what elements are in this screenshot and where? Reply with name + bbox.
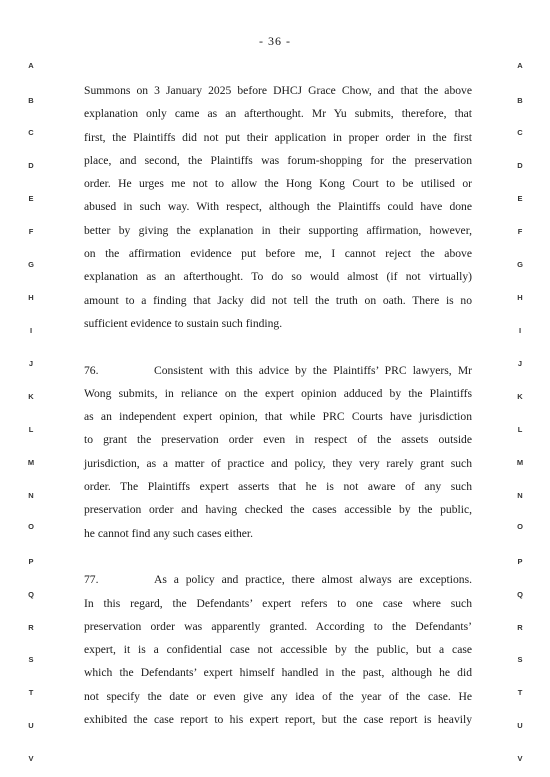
text-line: abused in such way. With respect, although the Plaintiffs could have done (84, 200, 472, 214)
text-line: Wong submits, in reliance on the expert opinion adduced by the Plaintiffs (84, 386, 472, 400)
margin-letter-u: U (517, 721, 523, 730)
margin-letter-o: O (28, 522, 34, 531)
margin-letter-d: D (28, 161, 34, 170)
margin-letter-r: R (517, 623, 523, 632)
text-line: Summons on 3 January 2025 before DHCJ Grace Chow, and that the above (84, 84, 472, 97)
margin-letter-g: G (28, 260, 34, 269)
page-number: - 36 - (259, 34, 291, 48)
margin-letter-u: U (28, 721, 34, 730)
margin-letter-r: R (28, 623, 34, 632)
margin-letter-b: B (28, 96, 34, 105)
text-line: order. The Plaintiffs expert asserts that he is not aware of any such (84, 480, 472, 494)
paragraph-continued (84, 79, 472, 335)
text-line: sufficient evidence to sustain such finding. (84, 316, 283, 330)
margin-letter-e: E (517, 194, 523, 203)
margin-letter-f: F (28, 227, 34, 236)
margin-letter-l: L (28, 425, 34, 434)
margin-letter-i: I (29, 326, 33, 335)
text-line: In this regard, the Defendants’ expert refers to one case where such (84, 596, 472, 610)
margin-letter-d: D (517, 161, 523, 170)
margin-letter-f: F (517, 227, 523, 236)
margin-letter-p: P (28, 557, 34, 566)
text-line-first (84, 359, 472, 382)
margin-letter-g: G (517, 260, 523, 269)
margin-letter-n: N (517, 491, 523, 500)
text-line: on the affirmation evidence put before me, I cannot reject the above (84, 247, 472, 261)
text-line: exhibited the case report to his expert report, but the case report is heavily (84, 713, 472, 727)
margin-letter-j: J (28, 359, 34, 368)
text-line: first, the Plaintiffs did not put their application in proper order in the first (84, 130, 472, 144)
margin-letter-a: A (28, 61, 34, 70)
margin-letter-l: L (517, 425, 523, 434)
paragraph-number: 76. (84, 363, 99, 377)
margin-letter-s: S (28, 655, 34, 664)
margin-letter-b: B (517, 96, 523, 105)
paragraph-gap (84, 335, 472, 358)
right-margin-letters (514, 0, 534, 777)
left-margin-letters (25, 0, 45, 777)
margin-letter-p: P (517, 557, 523, 566)
text-line: order. He urges me not to allow the Hong Kong Court to be utilised or (84, 177, 472, 191)
margin-letter-v: V (517, 754, 523, 763)
text-line: preservation order was apparently granted. According to the Defendants’ (84, 619, 472, 633)
margin-letter-m: M (27, 458, 35, 467)
margin-letter-t: T (517, 688, 523, 697)
margin-letter-j: J (517, 359, 523, 368)
margin-letter-m: M (516, 458, 524, 467)
judgment-body (84, 79, 472, 731)
margin-letter-c: C (517, 128, 523, 137)
paragraph-number: 77. (84, 573, 99, 587)
text-line: which the Defendants’ expert himself handled in the past, although he did (84, 666, 472, 680)
margin-letter-i: I (518, 326, 522, 335)
text-run: Consistent with this advice by the Plaintiffs’ PRC lawyers, Mr (154, 363, 472, 377)
text-line: not specify the date or even give any idea of the year of the case. He (84, 689, 472, 703)
paragraph-76 (84, 359, 472, 545)
text-line: preservation order and having checked the cases accessible by the public, (84, 503, 472, 517)
text-line: explanation only came as an afterthought. Mr Yu submits, therefore, that (84, 107, 472, 121)
text-line: explanation as an afterthought. To do so would almost (if not virtually) (84, 270, 472, 284)
margin-letter-a: A (517, 61, 523, 70)
text-line: he cannot find any such cases either. (84, 526, 254, 540)
margin-letter-h: H (28, 293, 34, 302)
margin-letter-h: H (517, 293, 523, 302)
text-line: as an independent expert opinion, that while PRC Courts have jurisdiction (84, 410, 472, 424)
margin-letter-e: E (28, 194, 34, 203)
text-line: expert, it is a confidential case not accessible by the public, but a case (84, 643, 472, 657)
text-line: to grant the preservation order even in respect of the assets outside (84, 433, 472, 447)
paragraph-gap (84, 545, 472, 568)
margin-letter-q: Q (517, 590, 523, 599)
text-line: better by giving the explanation in their supporting affirmation, however, (84, 223, 472, 237)
margin-letter-s: S (517, 655, 523, 664)
margin-letter-q: Q (28, 590, 34, 599)
margin-letter-n: N (28, 491, 34, 500)
text-line: place, and second, the Plaintiffs was forum-shopping for the preservation (84, 153, 472, 167)
text-line: jurisdiction, as a matter of practice and policy, they very rarely grant such (84, 456, 472, 470)
margin-letter-v: V (28, 754, 34, 763)
text-line-first (84, 568, 472, 591)
paragraph-77 (84, 568, 472, 731)
margin-letter-k: K (28, 392, 34, 401)
margin-letter-c: C (28, 128, 34, 137)
margin-letter-o: O (517, 522, 523, 531)
margin-letter-t: T (28, 688, 34, 697)
text-run: As a policy and practice, there almost always are exceptions. (154, 573, 472, 587)
text-line: amount to a finding that Jacky did not tell the truth on oath. There is no (84, 293, 472, 307)
margin-letter-k: K (517, 392, 523, 401)
